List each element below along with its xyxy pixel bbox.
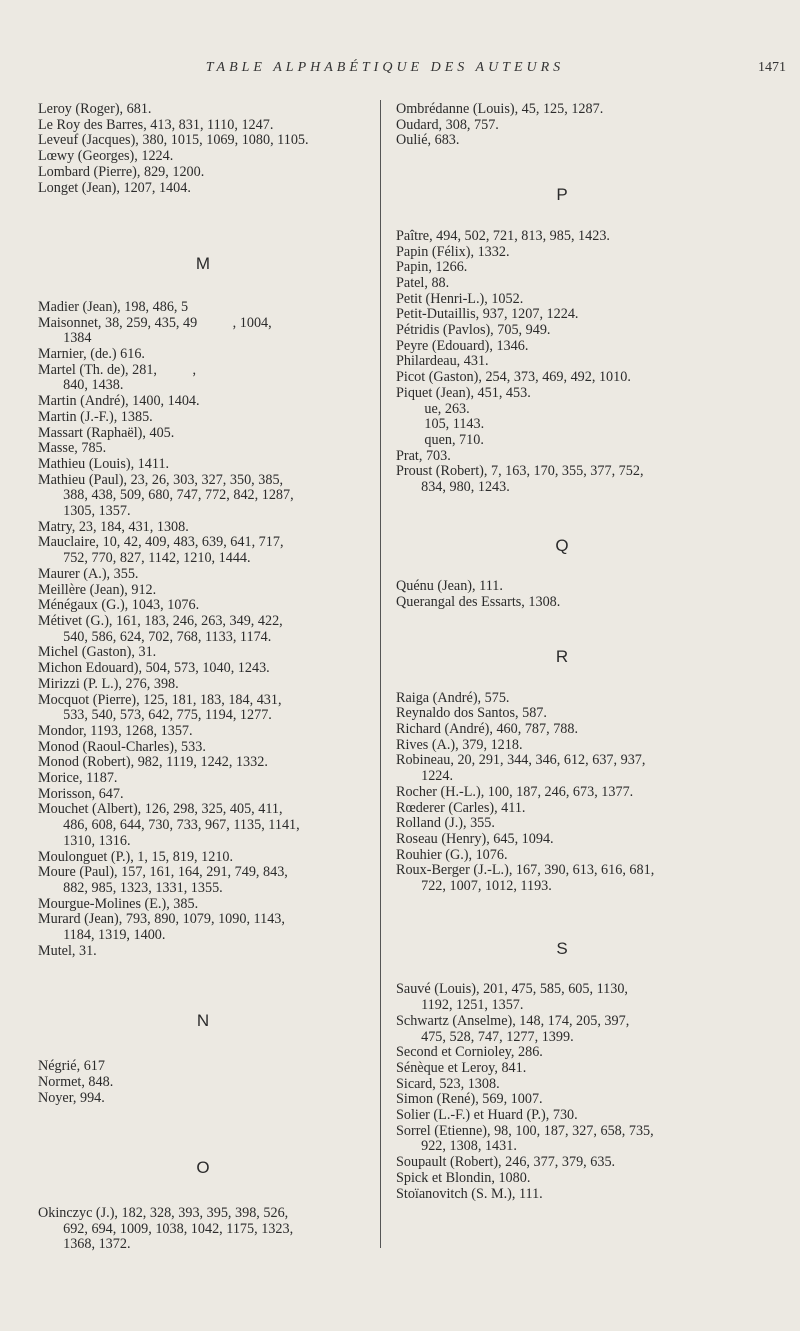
index-entry: Martel (Th. de), 281, , 840, 1438. (38, 362, 196, 394)
index-entry: Normet, 848. (38, 1074, 114, 1090)
index-entry: Mondor, 1193, 1268, 1357. (38, 723, 193, 739)
index-entry: Rœderer (Carles), 411. (396, 800, 526, 816)
index-entry: Schwartz (Anselme), 148, 174, 205, 397, 475, 528, 747, 1277, 1399. (396, 1013, 630, 1045)
index-entry: Robineau, 20, 291, 344, 346, 612, 637, 937, 1224. (396, 753, 646, 785)
index-entry: Longet (Jean), 1207, 1404. (38, 180, 191, 196)
index-entry: Second et Cornioley, 286. (396, 1045, 543, 1061)
index-entry: Martin (J.-F.), 1385. (38, 409, 153, 425)
index-entry: ue, 263. (396, 401, 470, 417)
index-entry: Lombard (Pierre), 829, 1200. (38, 164, 205, 180)
index-entry: Le Roy des Barres, 413, 831, 1110, 1247. (38, 117, 274, 133)
index-entry: Solier (L.-F.) et Huard (P.), 730. (396, 1108, 578, 1124)
index-entry: Leroy (Roger), 681. (38, 102, 152, 117)
index-entry: Picot (Gaston), 254, 373, 469, 492, 1010. (396, 370, 631, 386)
index-entry: Matry, 23, 184, 431, 1308. (38, 519, 189, 535)
index-entry: Spick et Blondin, 1080. (396, 1170, 531, 1186)
index-entry: Petit-Dutaillis, 937, 1207, 1224. (396, 307, 579, 323)
index-entry: Ménégaux (G.), 1043, 1076. (38, 598, 200, 614)
index-entry: Proust (Robert), 7, 163, 170, 355, 377, 752, 834, 980, 1243. (396, 464, 644, 496)
index-section (396, 938, 728, 1203)
index-section (396, 102, 728, 149)
index-section (38, 256, 368, 959)
index-entry: Marnier, (de.) 616. (38, 347, 145, 363)
index-entry: Maisonnet, 38, 259, 435, 49 , 1004, 1384 (38, 315, 272, 347)
index-entry: Monod (Robert), 982, 1119, 1242, 1332. (38, 755, 268, 771)
index-entry: Okinczyc (J.), 182, 328, 393, 395, 398, 526, 692, 694, 1009, 1038, 1042, 1175, 1323, 1368, 1372. (38, 1205, 294, 1253)
section-letter: N (196, 1011, 210, 1031)
index-entry: Rocher (H.-L.), 100, 187, 246, 673, 1377. (396, 784, 634, 800)
section-letter: R (555, 646, 569, 666)
running-header-title: TABLE ALPHABÉTIQUE DES AUTEURS (205, 60, 565, 75)
index-entry: Michel (Gaston), 31. (38, 645, 157, 661)
index-entry: Martin (André), 1400, 1404. (38, 394, 200, 410)
index-entry: Sénèque et Leroy, 841. (396, 1060, 527, 1076)
index-entry: Quénu (Jean), 111. (396, 579, 503, 595)
index-entry: Reynaldo dos Santos, 587. (396, 706, 547, 722)
index-entry: Roux-Berger (J.-L.), 167, 390, 613, 616, 681, 722, 1007, 1012, 1193. (396, 863, 655, 895)
index-entry: Pétridis (Pavlos), 705, 949. (396, 323, 551, 339)
index-section (38, 102, 368, 196)
left-column (38, 102, 368, 1253)
index-entry: Monod (Raoul-Charles), 533. (38, 739, 206, 755)
column-divider (380, 100, 381, 1248)
index-entry: Noyer, 994. (38, 1090, 105, 1106)
right-column (396, 102, 728, 1202)
index-entry: Stoïanovitch (S. M.), 111. (396, 1186, 543, 1202)
index-entry: Papin (Félix), 1332. (396, 244, 510, 260)
index-entry: 105, 1143. (396, 417, 485, 433)
index-section (396, 646, 728, 895)
index-entry: Raiga (André), 575. (396, 690, 510, 706)
index-entry: Oulié, 683. (396, 133, 460, 149)
index-entry: Mathieu (Paul), 23, 26, 303, 327, 350, 385, 388, 438, 509, 680, 747, 772, 842, 1287, 1305, 1357. (38, 472, 294, 520)
index-entry: Mirizzi (P. L.), 276, 398. (38, 676, 179, 692)
index-entry: Murard (Jean), 793, 890, 1079, 1090, 1143, 1184, 1319, 1400. (38, 912, 285, 944)
section-letter: M (195, 254, 211, 274)
page-number: 1471 (758, 60, 786, 75)
index-entry: Petit (Henri-L.), 1052. (396, 291, 524, 307)
index-entry: Morice, 1187. (38, 771, 118, 787)
index-section (38, 1013, 368, 1106)
index-entry: Peyre (Edouard), 1346. (396, 338, 529, 354)
index-entry: Négrié, 617 (38, 1059, 105, 1075)
index-entry: Oudard, 308, 757. (396, 117, 499, 133)
index-entry: Meillère (Jean), 912. (38, 582, 157, 598)
section-letter: S (556, 938, 568, 958)
index-entry: Mouchet (Albert), 126, 298, 325, 405, 411, 486, 608, 644, 730, 733, 967, 1135, 1141, 1310, 1316. (38, 802, 300, 849)
index-entry: Mauclaire, 10, 42, 409, 483, 639, 641, 717, 752, 770, 827, 1142, 1210, 1444. (38, 535, 284, 567)
index-entry: Mathieu (Louis), 1411. (38, 456, 170, 472)
section-letter: O (196, 1158, 210, 1178)
index-section (38, 1160, 368, 1253)
index-entry: Prat, 703. (396, 448, 451, 464)
index-entry: Papin, 1266. (396, 260, 468, 276)
index-entry: Rives (A.), 379, 1218. (396, 737, 523, 753)
index-entry: Patel, 88. (396, 275, 450, 291)
index-entry: Massart (Raphaël), 405. (38, 425, 175, 441)
index-entry: Sorrel (Etienne), 98, 100, 187, 327, 658, 735, 922, 1308, 1431. (396, 1123, 654, 1155)
index-entry: Roseau (Henry), 645, 1094. (396, 831, 554, 847)
index-entry: Leveuf (Jacques), 380, 1015, 1069, 1080, 1105. (38, 133, 309, 149)
index-entry: Maurer (A.), 355. (38, 566, 139, 582)
index-entry: Mocquot (Pierre), 125, 181, 183, 184, 431, 533, 540, 573, 642, 775, 1194, 1277. (38, 692, 282, 724)
index-entry: Michon Edouard), 504, 573, 1040, 1243. (38, 661, 270, 677)
index-entry: Masse, 785. (38, 441, 107, 457)
section-letter: Q (555, 535, 569, 555)
index-entry: Sicard, 523, 1308. (396, 1076, 500, 1092)
index-entry: Soupault (Robert), 246, 377, 379, 635. (396, 1155, 616, 1171)
index-entry: Rouhier (G.), 1076. (396, 847, 508, 863)
index-entry: Madier (Jean), 198, 486, 5 (38, 299, 189, 315)
index-entry: Ombrédanne (Louis), 45, 125, 1287. (396, 102, 604, 117)
index-entry: Philardeau, 431. (396, 354, 489, 370)
index-entry: Mourgue-Molines (E.), 385. (38, 896, 199, 912)
index-entry: Moulonguet (P.), 1, 15, 819, 1210. (38, 849, 234, 865)
index-section (396, 535, 728, 611)
section-letter: P (556, 185, 568, 205)
index-entry: Morisson, 647. (38, 786, 124, 802)
index-entry: Querangal des Essarts, 1308. (396, 595, 561, 611)
index-entry: Rolland (J.), 355. (396, 816, 495, 832)
index-entry: Paître, 494, 502, 721, 813, 985, 1423. (396, 228, 610, 244)
index-entry: Mutel, 31. (38, 943, 97, 959)
index-entry: Métivet (G.), 161, 183, 246, 263, 349, 422, 540, 586, 624, 702, 768, 1133, 1174. (38, 613, 283, 645)
index-entry: Moure (Paul), 157, 161, 164, 291, 749, 843, 882, 985, 1323, 1331, 1355. (38, 865, 288, 896)
index-entry: Sauvé (Louis), 201, 475, 585, 605, 1130, 1192, 1251, 1357. (396, 982, 628, 1014)
index-entry: Piquet (Jean), 451, 453. (396, 385, 531, 401)
index-entry: Simon (René), 569, 1007. (396, 1092, 543, 1108)
index-section (396, 187, 728, 496)
index-entry: Lœwy (Georges), 1224. (38, 149, 174, 165)
index-entry: Richard (André), 460, 787, 788. (396, 721, 579, 737)
index-entry: quen, 710. (396, 432, 484, 448)
